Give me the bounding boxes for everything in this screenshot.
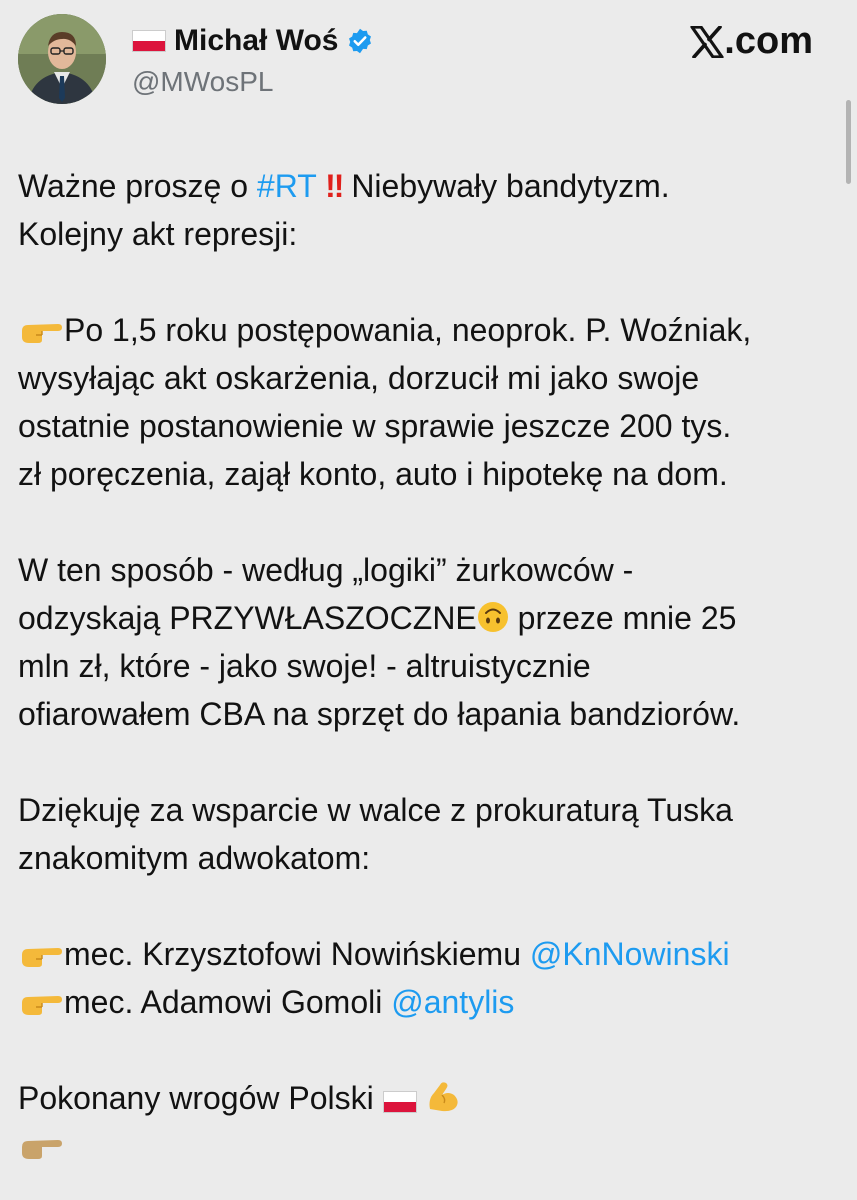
tweet-line: Pokonany wrogów Polski bbox=[18, 1074, 848, 1122]
tweet-line: Ważne proszę o #RT !! Niebywały bandytyzm. bbox=[18, 168, 670, 204]
x-logo-icon bbox=[690, 26, 724, 58]
tweet-text bbox=[18, 162, 848, 1170]
tweet-line: ostatnie postanowienie w sprawie jeszcze 200 tys. bbox=[18, 408, 732, 444]
tweet-line: zł poręczenia, zajął konto, auto i hipotekę na dom. bbox=[18, 456, 728, 492]
tweet-line: wysyłając akt oskarżenia, dorzucił mi jako swoje bbox=[18, 360, 700, 396]
tweet-line: znakomitym adwokatom: bbox=[18, 840, 371, 876]
hashtag-link[interactable]: #RT bbox=[256, 168, 317, 204]
author-name[interactable]: Michał Woś bbox=[174, 24, 339, 57]
pointing-hand-icon bbox=[18, 1131, 64, 1161]
tweet-line-partial bbox=[18, 1122, 848, 1170]
x-com-logo[interactable] bbox=[690, 20, 813, 63]
tweet-line: Po 1,5 roku postępowania, neoprok. P. Woźniak, bbox=[18, 306, 848, 354]
flexed-biceps-icon bbox=[426, 1079, 462, 1113]
mention-link[interactable]: @antylis bbox=[391, 984, 515, 1020]
tweet-line: W ten sposób - według „logiki” żurkowców - bbox=[18, 552, 634, 588]
upside-down-face-icon bbox=[477, 601, 509, 633]
verified-badge-icon bbox=[346, 27, 374, 55]
tweet-line: mec. Adamowi Gomoli @antylis bbox=[18, 978, 848, 1026]
site-logo-text: .com bbox=[724, 20, 813, 62]
author-name-row[interactable] bbox=[132, 22, 374, 60]
tweet-line: mln zł, które - jako swoje! - altruistycznie bbox=[18, 648, 591, 684]
tweet-line: odzyskają PRZYWŁASZOCZNE przeze mnie 25 bbox=[18, 600, 737, 636]
tweet-line: Kolejny akt represji: bbox=[18, 216, 298, 252]
author-handle[interactable]: @MWosPL bbox=[132, 66, 274, 97]
tweet-header bbox=[0, 0, 857, 120]
tweet-line: mec. Krzysztofowi Nowińskiemu @KnNowinski bbox=[18, 930, 848, 978]
poland-flag-icon bbox=[132, 30, 166, 52]
tweet-line: Dziękuję za wsparcie w walce z prokuraturą Tuska bbox=[18, 792, 733, 828]
mention-link[interactable]: @KnNowinski bbox=[529, 936, 730, 972]
tweet-line: ofiarowałem CBA na sprzęt do łapania bandziorów. bbox=[18, 696, 741, 732]
poland-flag-icon bbox=[383, 1091, 417, 1113]
double-exclamation-icon: !! bbox=[325, 168, 343, 204]
pointing-hand-icon bbox=[18, 939, 64, 969]
pointing-hand-icon bbox=[18, 315, 64, 345]
pointing-hand-icon bbox=[18, 987, 64, 1017]
avatar[interactable] bbox=[18, 14, 106, 104]
